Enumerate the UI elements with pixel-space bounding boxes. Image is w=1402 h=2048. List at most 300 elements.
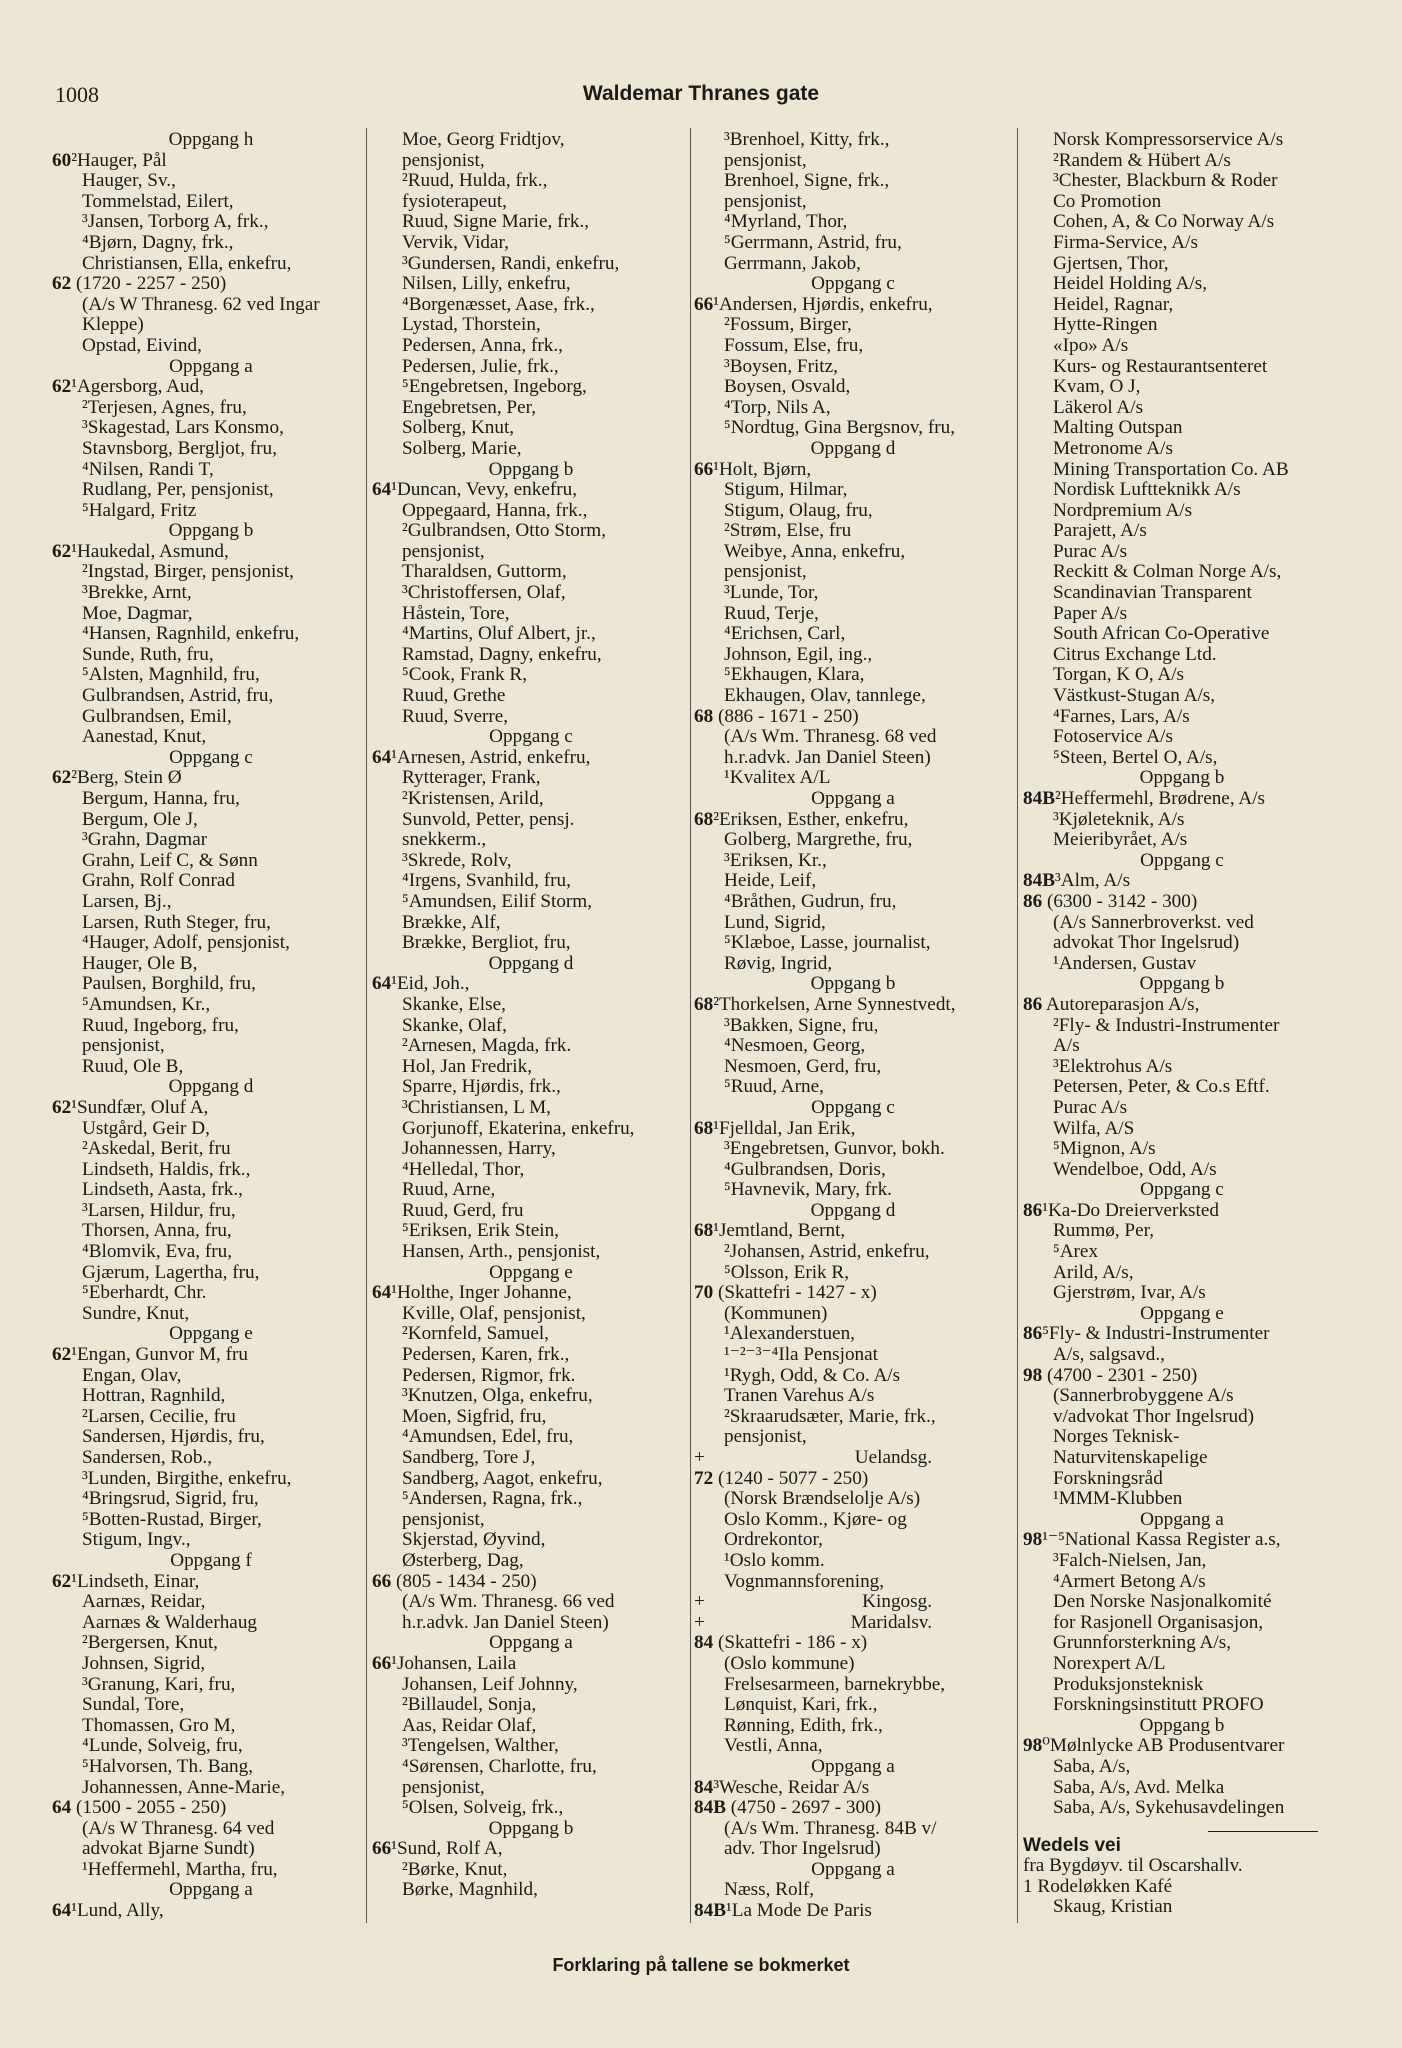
- resident-entry: Johnson, Egil, ing.,: [724, 643, 873, 665]
- cross-street-entry: [694, 1448, 1012, 1469]
- resident-entry: «Ipo» A/s: [1053, 334, 1129, 356]
- resident-entry: Skaug, Kristian: [1053, 1896, 1173, 1918]
- resident-entry: Rudlang, Per, pensjonist,: [82, 479, 274, 501]
- resident-entry: ²Kristensen, Arild,: [402, 788, 544, 809]
- resident-entry: ³Boysen, Fritz,: [724, 355, 838, 377]
- resident-entry: Malting Outspan: [1053, 417, 1183, 439]
- resident-entry: adv. Thor Ingelsrud): [724, 1838, 881, 1860]
- address-number-entry: 62¹Haukedal, Asmund,: [52, 540, 229, 562]
- address-number-entry: 62²Berg, Stein Ø: [52, 767, 182, 789]
- resident-entry: Lindseth, Aasta, frk.,: [82, 1179, 243, 1201]
- address-number-entry: 84B³Alm, A/s: [1023, 870, 1131, 892]
- resident-entry: ³Eriksen, Kr.,: [724, 849, 827, 871]
- resident-entry: ⁴Martins, Oluf Albert, jr.,: [402, 623, 596, 645]
- resident-entry: Cohen, A, & Co Norway A/s: [1053, 211, 1275, 233]
- resident-entry: ³Brekke, Arnt,: [82, 582, 192, 604]
- resident-entry: h.r.advk. Jan Daniel Steen): [724, 746, 931, 768]
- resident-entry: Heide, Leif,: [724, 870, 817, 892]
- resident-entry: Fossum, Else, fru,: [724, 334, 864, 356]
- address-number-entry: 84 (Skattefri - 186 - x): [694, 1632, 868, 1654]
- address-number-entry: 86¹Ka-Do Dreierverksted: [1023, 1199, 1219, 1221]
- resident-entry: Purac A/s: [1053, 540, 1128, 562]
- resident-entry: Solberg, Knut,: [402, 417, 515, 439]
- resident-entry: h.r.advk. Jan Daniel Steen): [402, 1611, 609, 1633]
- resident-entry: Aarnæs & Walderhaug: [82, 1611, 258, 1633]
- resident-entry: Hol, Jan Fredrik,: [402, 1055, 533, 1077]
- address-number-entry: 84³Wesche, Reidar A/s: [694, 1776, 870, 1798]
- address-number-entry: 66¹Johansen, Laila: [372, 1652, 517, 1674]
- resident-entry: ³Elektrohus A/s: [1053, 1055, 1173, 1077]
- entrance-heading: Oppgang d: [810, 1199, 896, 1221]
- resident-entry: Ekhaugen, Olav, tannlege,: [724, 685, 926, 707]
- resident-entry: Johannessen, Harry,: [402, 1138, 556, 1160]
- resident-entry: ¹MMM-Klubben: [1053, 1488, 1183, 1510]
- resident-entry: Hauger, Ole B,: [82, 952, 198, 974]
- resident-entry: Larsen, Bj.,: [82, 890, 172, 912]
- resident-entry: Lund, Sigrid,: [724, 911, 826, 933]
- resident-entry: Tommelstad, Eilert,: [82, 190, 234, 212]
- resident-entry: Vervik, Vidar,: [402, 231, 509, 253]
- resident-entry: ³Granung, Kari, fru,: [82, 1673, 236, 1695]
- resident-entry: v/advokat Thor Ingelsrud): [1053, 1405, 1255, 1427]
- resident-entry: Opstad, Eivind,: [82, 334, 202, 356]
- resident-entry: Røvig, Ingrid,: [724, 952, 833, 974]
- resident-entry: ²Larsen, Cecilie, fru: [82, 1405, 236, 1427]
- resident-entry: Rummø, Per,: [1053, 1220, 1155, 1242]
- resident-entry: ⁵Eberhardt, Chr.: [82, 1282, 207, 1304]
- resident-entry: Gulbrandsen, Astrid, fru,: [82, 685, 274, 707]
- resident-entry: Norexpert A/L: [1053, 1652, 1166, 1674]
- resident-entry: Ruud, Ole B,: [82, 1055, 184, 1077]
- resident-entry: Weibye, Anna, enkefru,: [724, 540, 906, 562]
- address-number-entry: 62¹Sundfær, Oluf A,: [52, 1096, 209, 1118]
- resident-entry: Kleppe): [82, 314, 144, 336]
- resident-entry: pensjonist,: [402, 540, 485, 562]
- resident-entry: fysioterapeut,: [402, 190, 507, 212]
- resident-entry: South African Co-Operative: [1053, 623, 1270, 645]
- resident-entry: ³Knutzen, Olga, enkefru,: [402, 1385, 593, 1407]
- entrance-heading: Oppgang b: [1139, 767, 1225, 789]
- resident-entry: ²Strøm, Else, fru: [724, 520, 852, 542]
- resident-entry: Stigum, Olaug, fru,: [724, 499, 873, 521]
- address-number-entry: 84B¹La Mode De Paris: [694, 1900, 872, 1922]
- address-number-entry: 62¹Agersborg, Aud,: [52, 376, 204, 398]
- resident-entry: ⁴Bringsrud, Sigrid, fru,: [82, 1488, 259, 1510]
- page-footer: Forklaring på tallene se bokmerket: [552, 1955, 850, 1975]
- resident-entry: ³Engebretsen, Gunvor, bokh.: [724, 1138, 945, 1160]
- resident-entry: Pedersen, Julie, frk.,: [402, 355, 559, 377]
- resident-entry: Lystad, Thorstein,: [402, 314, 541, 336]
- resident-entry: Västkust-Stugan A/s,: [1053, 685, 1216, 707]
- address-number-entry: 62 (1720 - 2257 - 250): [52, 273, 227, 295]
- resident-entry: ³Gundersen, Randi, enkefru,: [402, 252, 620, 274]
- entrance-heading: Oppgang c: [489, 726, 573, 748]
- entrance-heading: Oppgang b: [168, 520, 254, 542]
- address-number-entry: 68²Thorkelsen, Arne Synnestvedt,: [694, 993, 956, 1015]
- resident-entry: Boysen, Osvald,: [724, 376, 851, 398]
- resident-entry: ²Askedal, Berit, fru: [82, 1138, 231, 1160]
- resident-entry: (Oslo kommune): [724, 1652, 855, 1674]
- resident-entry: Aarnæs, Reidar,: [82, 1591, 206, 1613]
- resident-entry: ⁵Cook, Frank R,: [402, 664, 528, 686]
- cross-street-entry: [694, 1592, 1012, 1613]
- resident-entry: (Sannerbrobyggene A/s: [1053, 1385, 1234, 1407]
- column-rule: [1017, 128, 1018, 1923]
- resident-entry: snekkerm.,: [402, 829, 487, 851]
- resident-entry: Läkerol A/s: [1053, 396, 1144, 418]
- resident-entry: ⁴Nilsen, Randi T,: [82, 458, 214, 480]
- column-rule: [690, 128, 691, 1923]
- resident-entry: Meieribyrået, A/s: [1053, 829, 1188, 851]
- resident-entry: ⁵Ekhaugen, Klara,: [724, 664, 865, 686]
- resident-entry: Sundal, Tore,: [82, 1694, 185, 1716]
- resident-entry: Naturvitenskapelige: [1053, 1447, 1208, 1468]
- entrance-heading: Oppgang f: [170, 1549, 252, 1571]
- resident-entry: ⁴Torp, Nils A,: [724, 396, 831, 418]
- address-number-entry: 64¹Eid, Joh.,: [372, 973, 470, 995]
- resident-entry: ²Terjesen, Agnes, fru,: [82, 396, 247, 418]
- resident-entry: Skanke, Olaf,: [402, 1014, 507, 1036]
- resident-entry: ³Brenhoel, Kitty, frk.,: [724, 129, 890, 150]
- resident-entry: ⁵Halvorsen, Th. Bang,: [82, 1755, 254, 1777]
- resident-entry: Engebretsen, Per,: [402, 396, 537, 418]
- resident-entry: Gjerstrøm, Ivar, A/s: [1053, 1282, 1206, 1304]
- resident-entry: Citrus Exchange Ltd.: [1053, 643, 1217, 665]
- entrance-heading: Oppgang c: [1140, 1179, 1224, 1201]
- resident-entry: Rytterager, Frank,: [402, 767, 541, 789]
- resident-entry: Østerberg, Dag,: [402, 1549, 524, 1571]
- resident-entry: Brenhoel, Signe, frk.,: [724, 170, 890, 192]
- resident-entry: Torgan, K O, A/s: [1053, 664, 1185, 686]
- entrance-heading: Oppgang c: [811, 1096, 895, 1118]
- resident-entry: ³Skagestad, Lars Konsmo,: [82, 417, 284, 439]
- entrance-heading: Oppgang b: [488, 458, 574, 480]
- entrance-heading: Oppgang a: [169, 1879, 253, 1901]
- resident-entry: Saba, A/s, Sykehusavdelingen: [1053, 1797, 1285, 1819]
- resident-entry: ⁵Botten-Rustad, Birger,: [82, 1508, 262, 1530]
- resident-entry: ⁴Blomvik, Eva, fru,: [82, 1241, 233, 1263]
- resident-entry: Arild, A/s,: [1053, 1261, 1134, 1283]
- resident-entry: Nordisk Luftteknikk A/s: [1053, 479, 1241, 501]
- resident-entry: ²Gulbrandsen, Otto Storm,: [402, 520, 607, 542]
- resident-entry: Produksjonsteknisk: [1053, 1673, 1204, 1695]
- resident-entry: Kurs- og Restaurantsenteret: [1053, 355, 1268, 377]
- resident-entry: Moen, Sigfrid, fru,: [402, 1405, 547, 1427]
- entrance-heading: Oppgang a: [169, 355, 253, 377]
- resident-entry: Paper A/s: [1053, 602, 1128, 624]
- address-number-entry: 98¹⁻⁵National Kassa Register a.s,: [1023, 1529, 1281, 1551]
- address-number-entry: 98⁰Mølnlycke AB Produsentvarer: [1023, 1735, 1285, 1757]
- resident-entry: ³Kjøleteknik, A/s: [1053, 808, 1185, 830]
- resident-entry: ²Billaudel, Sonja,: [402, 1694, 537, 1716]
- resident-entry: ³Larsen, Hildur, fru,: [82, 1199, 236, 1221]
- resident-entry: advokat Thor Ingelsrud): [1053, 932, 1240, 954]
- resident-entry: Bergum, Ole J,: [82, 808, 198, 830]
- address-number-entry: 64¹Holthe, Inger Johanne,: [372, 1282, 572, 1304]
- address-number-entry: 60²Hauger, Pål: [52, 149, 167, 171]
- cross-street-name: Maridalsv.: [850, 1611, 932, 1633]
- entrance-heading: Oppgang b: [488, 1817, 574, 1839]
- resident-entry: ³Falch-Nielsen, Jan,: [1053, 1549, 1207, 1571]
- resident-entry: ³Chester, Blackburn & Roder: [1053, 170, 1278, 192]
- resident-entry: Parajett, A/s: [1053, 520, 1147, 542]
- resident-entry: ⁵Engebretsen, Ingeborg,: [402, 376, 587, 398]
- address-number-entry: 84B (4750 - 2697 - 300): [694, 1797, 882, 1819]
- entrance-heading: Oppgang a: [811, 1858, 895, 1880]
- address-number-entry: 64¹Duncan, Vevy, enkefru,: [372, 479, 578, 501]
- resident-entry: Gorjunoff, Ekaterina, enkefru,: [402, 1117, 635, 1139]
- resident-entry: ⁴Armert Betong A/s: [1053, 1570, 1206, 1592]
- resident-entry: Brække, Bergliot, fru,: [402, 932, 571, 954]
- cross-street-entry: [694, 1613, 1012, 1634]
- resident-entry: Golberg, Margrethe, fru,: [724, 829, 913, 851]
- resident-entry: Hottran, Ragnhild,: [82, 1385, 226, 1407]
- resident-entry: Pedersen, Anna, frk.,: [402, 334, 563, 356]
- resident-entry: (Norsk Brændselolje A/s): [724, 1488, 921, 1510]
- address-number-entry: 62¹Lindseth, Einar,: [52, 1570, 200, 1592]
- resident-entry: Ordrekontor,: [724, 1529, 823, 1551]
- resident-entry: ⁴Hansen, Ragnhild, enkefru,: [82, 623, 300, 645]
- resident-entry: ⁵Olsen, Solveig, frk.,: [402, 1797, 564, 1819]
- resident-entry: Skanke, Else,: [402, 993, 506, 1015]
- resident-entry: Ruud, Sverre,: [402, 705, 509, 727]
- resident-entry: (A/s W Thranesg. 62 ved Ingar: [82, 293, 320, 315]
- resident-entry: ⁵Havnevik, Mary, frk.: [724, 1179, 892, 1201]
- resident-entry: advokat Bjarne Sundt): [82, 1838, 255, 1860]
- resident-entry: for Rasjonell Organisasjon,: [1053, 1611, 1264, 1633]
- resident-entry: Stigum, Hilmar,: [724, 479, 848, 501]
- address-number-entry: 64¹Lund, Ally,: [52, 1900, 164, 1922]
- resident-entry: Ruud, Terje,: [724, 602, 819, 624]
- resident-entry: Solberg, Marie,: [402, 437, 522, 459]
- entrance-heading: Oppgang c: [1140, 849, 1224, 871]
- resident-entry: (A/s Sannerbroverkst. ved: [1053, 911, 1254, 933]
- resident-entry: ³Tengelsen, Walther,: [402, 1735, 559, 1757]
- resident-entry: ⁴Nesmoen, Georg,: [724, 1035, 866, 1057]
- resident-entry: Den Norske Nasjonalkomité: [1053, 1591, 1272, 1613]
- resident-entry: Christiansen, Ella, enkefru,: [82, 252, 292, 274]
- resident-entry: Nordpremium A/s: [1053, 499, 1193, 521]
- resident-entry: ⁵Halgard, Fritz: [82, 499, 197, 521]
- resident-entry: ⁵Gerrmann, Astrid, fru,: [724, 231, 902, 253]
- resident-entry: pensjonist,: [402, 1776, 485, 1798]
- directory-column-1: [52, 130, 370, 1922]
- address-number-entry: 62¹Engan, Gunvor M, fru: [52, 1344, 248, 1366]
- resident-entry: Pedersen, Karen, frk.,: [402, 1344, 570, 1366]
- entrance-heading: Oppgang a: [489, 1632, 573, 1654]
- resident-entry: Sandersen, Rob.,: [82, 1447, 213, 1468]
- resident-entry: Norges Teknisk-: [1053, 1426, 1180, 1448]
- address-number-entry: 64¹Arnesen, Astrid, enkefru,: [372, 746, 591, 768]
- resident-entry: pensjonist,: [82, 1035, 165, 1057]
- entrance-heading: Oppgang a: [1140, 1508, 1224, 1530]
- resident-entry: Stavnsborg, Bergljot, fru,: [82, 437, 277, 459]
- resident-entry: Forskningsinstitutt PROFO: [1053, 1694, 1264, 1716]
- resident-entry: Nilsen, Lilly, enkefru,: [402, 273, 571, 295]
- resident-entry: ²Johansen, Astrid, enkefru,: [724, 1241, 930, 1263]
- resident-entry: Sunde, Ruth, fru,: [82, 643, 214, 665]
- resident-entry: Engan, Olav,: [82, 1364, 182, 1386]
- entrance-heading: Oppgang d: [168, 1076, 254, 1098]
- address-number-entry: 86 (6300 - 3142 - 300): [1023, 890, 1198, 912]
- resident-entry: Thomassen, Gro M,: [82, 1714, 236, 1736]
- resident-entry: ⁴Bråthen, Gudrun, fru,: [724, 890, 897, 912]
- resident-entry: A/s, salgsavd.,: [1053, 1344, 1165, 1366]
- resident-entry: Lindseth, Haldis, frk.,: [82, 1158, 251, 1180]
- address-number-entry: 86⁵Fly- & Industri-Instrumenter: [1023, 1323, 1270, 1345]
- resident-entry: Skjerstad, Øyvind,: [402, 1529, 546, 1551]
- resident-entry: Johnsen, Sigrid,: [82, 1652, 206, 1674]
- resident-entry: ³Lunde, Tor,: [724, 582, 819, 604]
- cross-street-marker: +: [694, 1447, 705, 1468]
- entrance-heading: Oppgang a: [811, 788, 895, 809]
- resident-entry: Grunnforsterkning A/s,: [1053, 1632, 1231, 1654]
- resident-entry: pensjonist,: [724, 1426, 807, 1448]
- resident-entry: ⁴Myrland, Thor,: [724, 211, 848, 233]
- resident-entry: ³Bakken, Signe, fru,: [724, 1014, 879, 1036]
- resident-entry: ⁴Erichsen, Carl,: [724, 623, 846, 645]
- resident-entry: Mining Transportation Co. AB: [1053, 458, 1289, 480]
- resident-entry: ⁵Ruud, Arne,: [724, 1076, 824, 1098]
- resident-entry: Håstein, Tore,: [402, 602, 510, 624]
- resident-entry: ¹Kvalitex A/L: [724, 767, 831, 789]
- resident-entry: pensjonist,: [724, 561, 807, 583]
- resident-entry: Wilfa, A/S: [1053, 1117, 1135, 1139]
- resident-entry: Vognmannsforening,: [724, 1570, 885, 1592]
- address-number-entry: 66 (805 - 1434 - 250): [372, 1570, 537, 1592]
- entrance-heading: Oppgang e: [489, 1261, 573, 1283]
- resident-entry: Stigum, Ingv.,: [82, 1529, 191, 1551]
- entrance-heading: Oppgang b: [810, 973, 896, 995]
- resident-entry: Lønquist, Kari, frk.,: [724, 1694, 878, 1716]
- resident-entry: Rønning, Edith, frk.,: [724, 1714, 883, 1736]
- page-title: Waldemar Thranes gate: [582, 82, 820, 105]
- resident-entry: A/s: [1053, 1035, 1080, 1057]
- resident-entry: Gjertsen, Thor,: [1053, 252, 1169, 274]
- resident-entry: Fotoservice A/s: [1053, 726, 1173, 748]
- resident-entry: Ruud, Ingeborg, fru,: [82, 1014, 239, 1036]
- resident-entry: Grahn, Leif C, & Sønn: [82, 849, 258, 871]
- resident-entry: ²Kornfeld, Samuel,: [402, 1323, 549, 1345]
- resident-entry: ⁴Lunde, Solveig, fru,: [82, 1735, 243, 1757]
- resident-entry: ²Randem & Hübert A/s: [1053, 149, 1231, 171]
- address-number-entry: 86 Autoreparasjon A/s,: [1023, 993, 1200, 1015]
- cross-street-name: Kingosg.: [862, 1591, 932, 1613]
- resident-entry: Sundre, Knut,: [82, 1302, 190, 1324]
- entrance-heading: Oppgang e: [169, 1323, 253, 1345]
- resident-entry: Oslo Komm., Kjøre- og: [724, 1508, 907, 1530]
- resident-entry: ⁵Klæboe, Lasse, journalist,: [724, 932, 931, 954]
- resident-entry: Johansen, Leif Johnny,: [402, 1673, 578, 1695]
- street-description: 1 Rodeløkken Kafé: [1023, 1875, 1173, 1897]
- resident-entry: ⁴Gulbrandsen, Doris,: [724, 1158, 886, 1180]
- resident-entry: Saba, A/s, Avd. Melka: [1053, 1776, 1225, 1798]
- resident-entry: ⁵Olsson, Erik R,: [724, 1261, 850, 1283]
- resident-entry: Paulsen, Borghild, fru,: [82, 973, 256, 995]
- resident-entry: Nesmoen, Gerd, fru,: [724, 1055, 882, 1077]
- resident-entry: Tranen Varehus A/s: [724, 1385, 875, 1407]
- resident-entry: Ruud, Signe Marie, frk.,: [402, 211, 590, 233]
- entrance-heading: Oppgang a: [811, 1755, 895, 1777]
- resident-entry: Larsen, Ruth Steger, fru,: [82, 911, 271, 933]
- resident-entry: ⁴Amundsen, Edel, fru,: [402, 1426, 574, 1448]
- resident-entry: ²Børke, Knut,: [402, 1858, 508, 1880]
- entrance-heading: Oppgang h: [168, 129, 254, 150]
- resident-entry: Forskningsråd: [1053, 1467, 1163, 1489]
- entrance-heading: Oppgang b: [1139, 1714, 1225, 1736]
- resident-entry: ³Christoffersen, Olaf,: [402, 582, 566, 604]
- resident-entry: Gjærum, Lagertha, fru,: [82, 1261, 260, 1283]
- resident-entry: (A/s Wm. Thranesg. 84B v/: [724, 1817, 937, 1839]
- resident-entry: Moe, Dagmar,: [82, 602, 193, 624]
- resident-entry: ⁵Steen, Bertel O, A/s,: [1053, 746, 1218, 768]
- resident-entry: Kville, Olaf, pensjonist,: [402, 1302, 586, 1324]
- resident-entry: pensjonist,: [724, 190, 807, 212]
- address-number-entry: 72 (1240 - 5077 - 250): [694, 1467, 869, 1489]
- address-number-entry: 68 (886 - 1671 - 250): [694, 705, 859, 727]
- resident-entry: Sandberg, Tore J,: [402, 1447, 536, 1468]
- page-number: 1008: [55, 82, 99, 107]
- resident-entry: Aas, Reidar Olaf,: [402, 1714, 537, 1736]
- resident-entry: Grahn, Rolf Conrad: [82, 870, 235, 892]
- resident-entry: ⁵Mignon, A/s: [1053, 1138, 1156, 1160]
- resident-entry: ⁵Alsten, Magnhild, fru,: [82, 664, 260, 686]
- resident-entry: Pedersen, Rigmor, frk.: [402, 1364, 576, 1386]
- resident-entry: Brække, Alf,: [402, 911, 501, 933]
- resident-entry: ²Ingstad, Birger, pensjonist,: [82, 561, 294, 583]
- resident-entry: Heidel Holding A/s,: [1053, 273, 1208, 295]
- resident-entry: Hauger, Sv.,: [82, 170, 176, 192]
- resident-entry: pensjonist,: [402, 1508, 485, 1530]
- resident-entry: ³Jansen, Torborg A, frk.,: [82, 211, 269, 233]
- resident-entry: Heidel, Ragnar,: [1053, 293, 1174, 315]
- resident-entry: Purac A/s: [1053, 1096, 1128, 1118]
- entrance-heading: Oppgang d: [488, 952, 574, 974]
- resident-entry: Næss, Rolf,: [724, 1879, 815, 1901]
- resident-entry: ²Ruud, Hulda, frk.,: [402, 170, 548, 192]
- resident-entry: Gulbrandsen, Emil,: [82, 705, 232, 727]
- resident-entry: ⁵Eriksen, Erik Stein,: [402, 1220, 559, 1242]
- resident-entry: (A/s Wm. Thranesg. 68 ved: [724, 726, 937, 748]
- section-divider: [1208, 1819, 1318, 1832]
- resident-entry: Ramstad, Dagny, enkefru,: [402, 643, 602, 665]
- resident-entry: Kvam, O J,: [1053, 376, 1141, 398]
- resident-entry: Johannessen, Anne-Marie,: [82, 1776, 286, 1798]
- resident-entry: Børke, Magnhild,: [402, 1879, 538, 1901]
- street-description: fra Bygdøyv. til Oscarshallv.: [1023, 1855, 1243, 1877]
- resident-entry: ²Skraarudsæter, Marie, frk.,: [724, 1405, 936, 1427]
- resident-entry: (Kommunen): [724, 1302, 828, 1324]
- address-number-entry: 64 (1500 - 2055 - 250): [52, 1797, 227, 1819]
- resident-entry: Vestli, Anna,: [724, 1735, 823, 1757]
- resident-entry: ¹⁻²⁻³⁻⁴Ila Pensjonat: [724, 1344, 878, 1366]
- resident-entry: Sparre, Hjørdis, frk.,: [402, 1076, 561, 1098]
- resident-entry: ⁴Farnes, Lars, A/s: [1053, 705, 1190, 727]
- resident-entry: Reckitt & Colman Norge A/s,: [1053, 561, 1282, 583]
- resident-entry: ⁴Helledal, Thor,: [402, 1158, 525, 1180]
- resident-entry: (A/s Wm. Thranesg. 66 ved: [402, 1591, 615, 1613]
- entrance-heading: Oppgang c: [169, 746, 253, 768]
- resident-entry: ³Christiansen, L M,: [402, 1096, 551, 1118]
- resident-entry: Tharaldsen, Guttorm,: [402, 561, 567, 583]
- entrance-heading: Oppgang d: [810, 437, 896, 459]
- street-heading: Wedels vei: [1023, 1834, 1121, 1856]
- resident-entry: ¹Alexanderstuen,: [724, 1323, 855, 1345]
- resident-entry: Ruud, Grethe: [402, 685, 506, 707]
- resident-entry: Sandberg, Aagot, enkefru,: [402, 1467, 603, 1489]
- resident-entry: Co Promotion: [1053, 190, 1162, 212]
- resident-entry: ³Grahn, Dagmar: [82, 829, 208, 851]
